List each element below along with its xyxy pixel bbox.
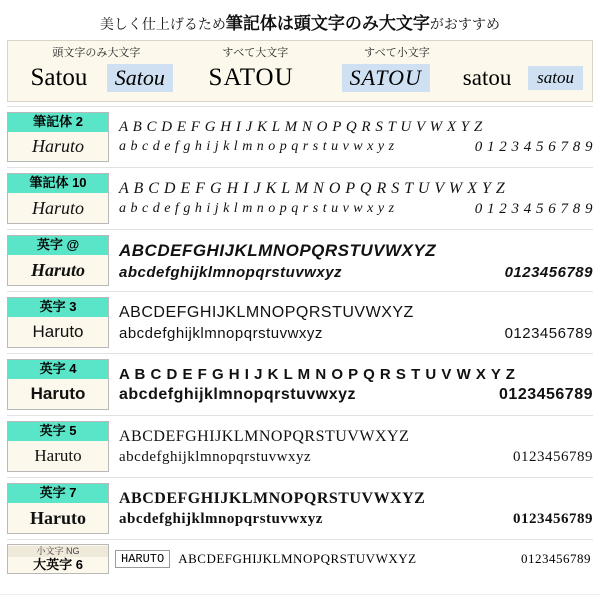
preview-lowercase-line bbox=[119, 386, 593, 404]
sample-band-row bbox=[8, 60, 592, 95]
preview-lowercase: abcdefghijklmnopqrstuvwxyz bbox=[119, 263, 343, 281]
font-namebox bbox=[7, 173, 109, 224]
label-all-caps: すべて大文字 bbox=[222, 47, 289, 59]
font-preview bbox=[117, 416, 593, 477]
preview-lowercase: abcdefghijklmnopqrstuvwxyz bbox=[119, 510, 323, 527]
sample-satou-lower: satou bbox=[462, 65, 512, 90]
font-name-sample: Haruto bbox=[30, 259, 86, 280]
font-row[interactable] bbox=[7, 478, 593, 540]
preview-uppercase-line bbox=[119, 304, 593, 322]
font-badge: 英字 4 bbox=[8, 360, 108, 379]
preview-uppercase: ABCDEFGHIJKLMNOPQRSTUVWXYZ bbox=[119, 489, 426, 507]
preview-uppercase: A B C D E F G H I J K L M N O P Q R S T U V W X Y Z bbox=[119, 179, 506, 197]
headline-before: 美しく仕上げるため bbox=[99, 16, 226, 32]
font-badge: 大英字 6 bbox=[33, 556, 83, 572]
font-badge: 英字 5 bbox=[8, 422, 108, 441]
font-row[interactable] bbox=[7, 354, 593, 416]
font-name-sample: Haruto bbox=[30, 384, 86, 403]
preview-lowercase-line bbox=[119, 325, 593, 342]
preview-lowercase-line bbox=[119, 264, 593, 281]
sample-satou-script-lower: satou bbox=[528, 66, 583, 90]
font-namebox bbox=[7, 112, 109, 162]
font-namebox bbox=[7, 483, 109, 534]
sample-satou-upper: SATOU bbox=[208, 64, 294, 91]
font-preview bbox=[117, 107, 593, 167]
footer-divider bbox=[0, 594, 600, 600]
font-preview bbox=[178, 551, 593, 567]
font-row[interactable] bbox=[7, 416, 593, 478]
font-name-sample: Haruto bbox=[31, 197, 84, 218]
font-namebox bbox=[7, 297, 109, 348]
preview-digits: 0123456789 bbox=[521, 551, 591, 566]
preview-uppercase-line bbox=[119, 180, 593, 198]
sample-satou-script-upper: SATOU bbox=[342, 64, 430, 91]
sample-satou-script: Satou bbox=[107, 64, 173, 91]
preview-lowercase: abcdefghijklmnopqrstuvwxyz bbox=[119, 385, 357, 403]
sample-satou-plain: Satou bbox=[30, 64, 88, 91]
font-name-sample: Haruto bbox=[31, 136, 84, 156]
label-initial-cap: 頭文字のみ大文字 bbox=[52, 47, 141, 59]
preview-uppercase-line bbox=[119, 428, 593, 446]
preview-uppercase: ABCDEFGHIJKLMNOPQRSTUVWXYZ bbox=[119, 240, 437, 260]
preview-digits: 0123456789 bbox=[504, 263, 593, 281]
preview-digits: 0123456789 bbox=[504, 324, 593, 342]
font-preview bbox=[117, 230, 593, 291]
font-name-sample: HARUTO bbox=[115, 550, 170, 568]
preview-uppercase: ABCDEFGHIJKLMNOPQRSTUVWXYZ bbox=[119, 427, 410, 445]
preview-lowercase-line bbox=[119, 201, 593, 218]
preview-digits: 0123456789 bbox=[513, 448, 593, 465]
font-name-sample: Haruto bbox=[32, 322, 84, 341]
preview-uppercase-line bbox=[119, 119, 593, 136]
font-name-sample: Haruto bbox=[34, 446, 82, 465]
font-preview bbox=[117, 478, 593, 539]
font-row[interactable] bbox=[7, 168, 593, 230]
font-badge: 英字 @ bbox=[8, 236, 108, 255]
preview-lowercase: abcdefghijklmnopqrstuvwxyz bbox=[119, 324, 323, 342]
label-all-lower: すべて小文字 bbox=[363, 47, 430, 59]
preview-lowercase: a b c d e f g h i j k l m n o p q r s t u v w x y z bbox=[119, 201, 395, 216]
preview-lowercase: abcdefghijklmnopqrstuvwxyz bbox=[119, 448, 312, 465]
font-row[interactable] bbox=[7, 230, 593, 292]
headline-after: がおすすめ bbox=[429, 16, 501, 32]
label-spacer bbox=[464, 44, 588, 60]
preview-lowercase-line bbox=[119, 139, 593, 156]
font-row[interactable] bbox=[7, 106, 593, 168]
font-badge: 英字 7 bbox=[8, 484, 108, 503]
font-badge: 筆記体 10 bbox=[8, 174, 108, 193]
preview-lowercase-line bbox=[119, 511, 593, 528]
preview-digits: 0 1 2 3 4 5 6 7 8 9 bbox=[474, 200, 593, 217]
font-row[interactable] bbox=[7, 292, 593, 354]
font-preview bbox=[117, 168, 593, 229]
font-namebox bbox=[7, 421, 109, 472]
font-preview bbox=[117, 292, 593, 353]
font-badge: 英字 3 bbox=[8, 298, 108, 317]
sample-band-labels bbox=[8, 41, 592, 60]
headline-emphasis: 筆記体は頭文字のみ大文字 bbox=[225, 14, 430, 33]
preview-digits: 0123456789 bbox=[513, 510, 593, 527]
preview-uppercase: ABCDEFGHIJKLMNOPQRSTUVWXYZ bbox=[119, 303, 414, 321]
preview-digits: 0 1 2 3 4 5 6 7 8 9 bbox=[474, 138, 593, 155]
font-name-sample: Haruto bbox=[30, 507, 86, 528]
preview-uppercase: ABCDEFGHIJKLMNOPQRSTUVWXYZ bbox=[178, 551, 417, 566]
preview-uppercase: A B C D E F G H I J K L M N O P Q R S T U V W X Y Z bbox=[119, 365, 516, 383]
preview-uppercase-line bbox=[119, 241, 593, 261]
preview-uppercase: A B C D E F G H I J K L M N O P Q R S T U V W X Y Z bbox=[119, 118, 483, 135]
font-namebox bbox=[7, 235, 109, 286]
font-preview bbox=[117, 354, 593, 415]
preview-uppercase-line bbox=[119, 366, 593, 383]
lowercase-ng-label: 小文字 NG bbox=[8, 546, 108, 557]
preview-lowercase-line bbox=[119, 449, 593, 466]
sample-satou-script-upper-wrap bbox=[322, 61, 449, 95]
preview-digits: 0123456789 bbox=[499, 385, 593, 403]
sample-band bbox=[7, 40, 593, 102]
font-row-list bbox=[0, 102, 600, 540]
preview-uppercase-line bbox=[119, 490, 593, 508]
page-title bbox=[0, 0, 600, 34]
sample-satou-script-lower-wrap bbox=[525, 61, 586, 95]
font-namebox bbox=[7, 544, 109, 574]
font-namebox bbox=[7, 359, 109, 410]
preview-lowercase: a b c d e f g h i j k l m n o p q r s t u v w x y z bbox=[119, 139, 395, 154]
font-row-uppercase-only[interactable] bbox=[7, 542, 593, 576]
sample-satou-script-wrap bbox=[100, 61, 180, 95]
font-badge: 筆記体 2 bbox=[8, 113, 108, 132]
